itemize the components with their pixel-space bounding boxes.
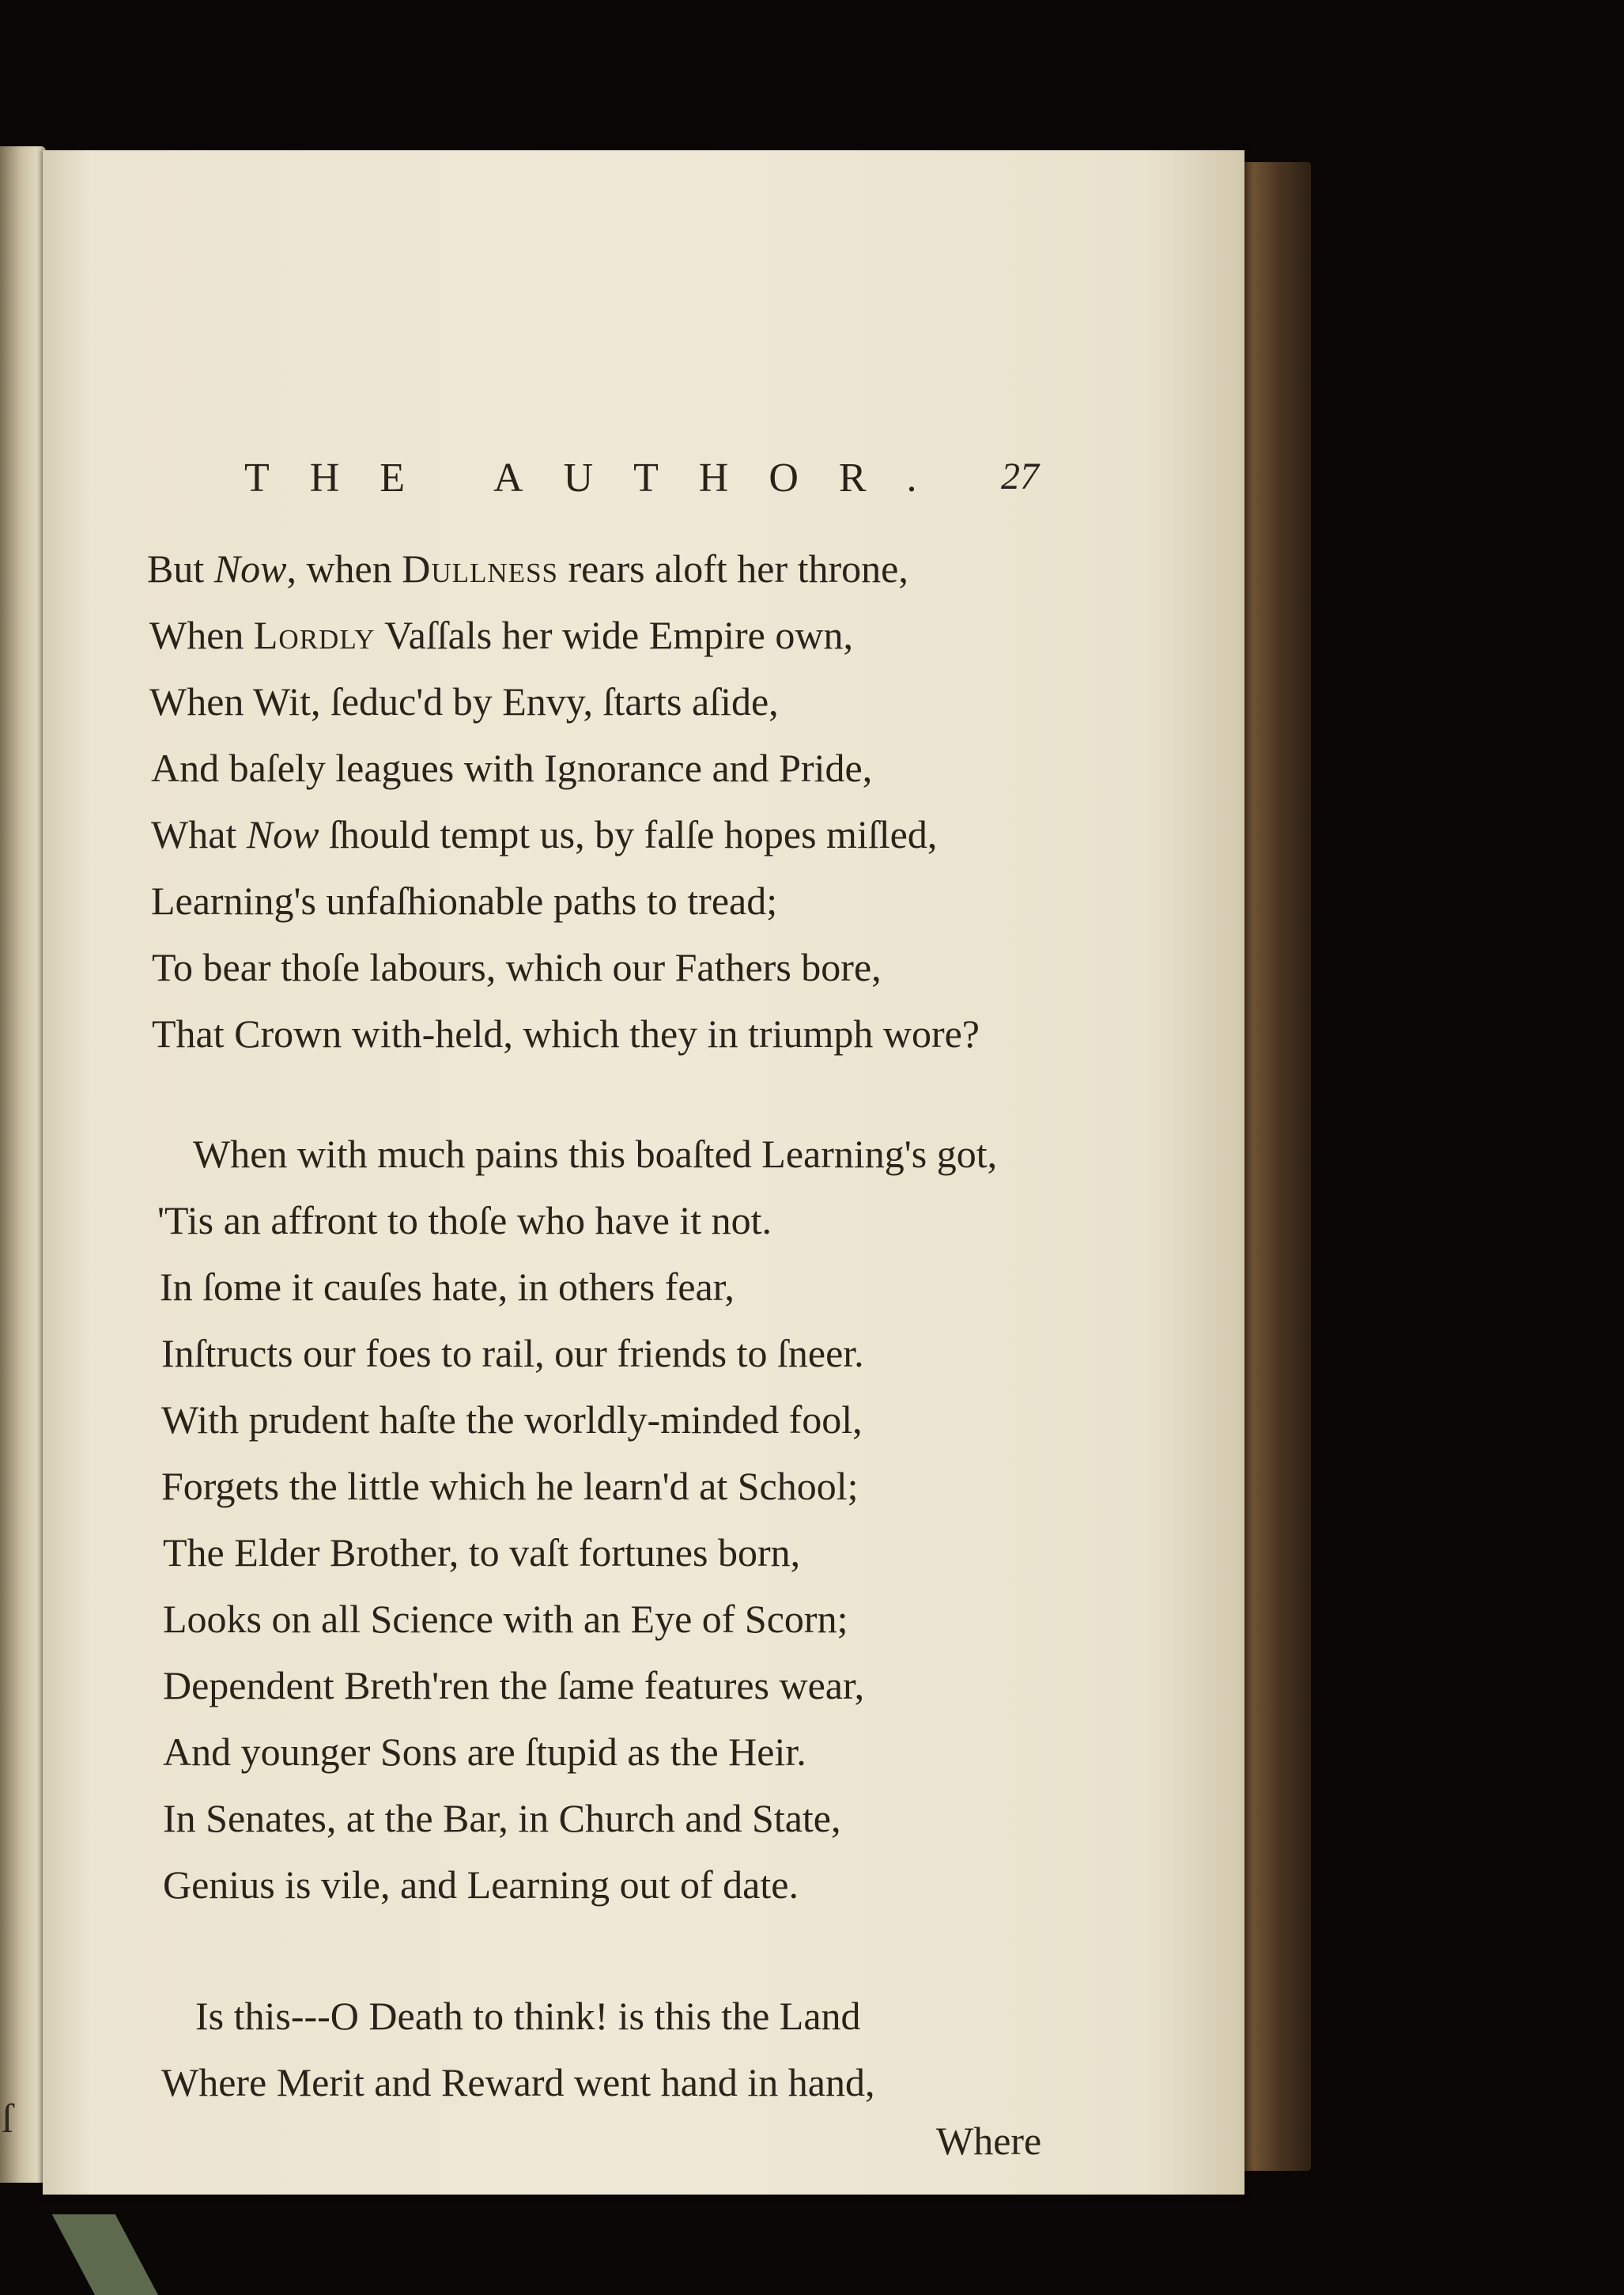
page-header: [43, 455, 1244, 518]
line-segment: With prudent haſte the worldly-minded fool,: [161, 1397, 863, 1442]
poem-line: [163, 1662, 864, 1708]
line-segment: In Senates, at the Bar, in Church and State,: [163, 1796, 841, 1840]
book-page: [43, 150, 1244, 2195]
poem-line: [195, 1993, 861, 2039]
line-segment: To bear thoſe labours, which our Fathers bore,: [152, 945, 882, 989]
poem-line: [160, 1264, 735, 1310]
line-segment: Looks on all Science with an Eye of Scorn;: [163, 1597, 848, 1641]
line-segment: When with much pains this boaſted Learning's got,: [193, 1132, 998, 1176]
line-segment: rears aloft her throne,: [558, 546, 908, 591]
catchword: Where: [936, 2119, 1042, 2163]
line-segment: Inſtructs our foes to rail, our friends to ſneer.: [161, 1331, 864, 1375]
line-segment: Now: [246, 812, 319, 856]
line-segment: Now: [213, 546, 287, 591]
page-number: 27: [1001, 456, 1039, 497]
poem-line: [163, 1596, 848, 1642]
poem-line: [163, 1862, 799, 1907]
poem-line: [193, 1131, 997, 1177]
left-page-edge: [0, 146, 46, 2183]
poem-line: [151, 811, 937, 857]
line-segment: Learning's unfaſhionable paths to tread;: [151, 879, 778, 923]
line-segment: The Elder Brother, to vaſt fortunes born,: [163, 1530, 801, 1575]
line-segment: Dullness: [402, 546, 558, 591]
poem-line: [149, 612, 853, 658]
poem-line: [152, 1011, 980, 1057]
running-head: THE AUTHOR.: [244, 456, 957, 501]
poem-line: [163, 1795, 841, 1841]
line-segment: , when: [286, 546, 402, 591]
poem-line: [163, 1729, 806, 1775]
line-segment: And younger Sons are ſtupid as the Heir.: [163, 1730, 806, 1774]
line-segment: When Wit, ſeduc'd by Envy, ſtarts aſide,: [149, 679, 779, 724]
line-segment: But: [147, 546, 214, 591]
left-page-fragment: ſ: [2, 2097, 13, 2142]
line-segment: And baſely leagues with Ignorance and Pride,: [151, 746, 873, 790]
line-segment: In ſome it cauſes hate, in others fear,: [160, 1265, 735, 1309]
line-segment: Lordly: [253, 613, 376, 657]
line-segment: 'Tis an affront to thoſe who have it not.: [157, 1198, 772, 1242]
line-segment: What: [151, 812, 247, 856]
poem-line: [157, 1197, 772, 1243]
line-segment: ſhould tempt us, by falſe hopes miſled,: [319, 812, 938, 856]
poem-line: [161, 1463, 859, 1509]
line-segment: Is this---O Death to think! is this the Land: [195, 1994, 861, 2038]
book-binding: [1240, 162, 1311, 2171]
poem-line: [151, 878, 777, 924]
poem-line: [152, 944, 882, 990]
line-segment: Vaſſals her wide Empire own,: [375, 613, 853, 657]
poem-line: [147, 546, 908, 592]
poem-line: [149, 679, 779, 724]
poem-line: [161, 2059, 874, 2105]
poem-line: [161, 1330, 864, 1376]
line-segment: Genius is vile, and Learning out of date.: [163, 1862, 799, 1907]
line-segment: Dependent Breth'ren the ſame features wear,: [163, 1663, 865, 1707]
line-segment: When: [149, 613, 254, 657]
poem-line: [151, 745, 872, 791]
line-segment: Where Merit and Reward went hand in hand,: [161, 2060, 875, 2104]
poem-line: [163, 1529, 800, 1575]
line-segment: Forgets the little which he learn'd at School;: [161, 1464, 859, 1508]
line-segment: That Crown with-held, which they in triumph wore?: [152, 1011, 980, 1056]
poem-line: [161, 1397, 863, 1442]
bookmark-ribbon: [52, 2214, 161, 2295]
